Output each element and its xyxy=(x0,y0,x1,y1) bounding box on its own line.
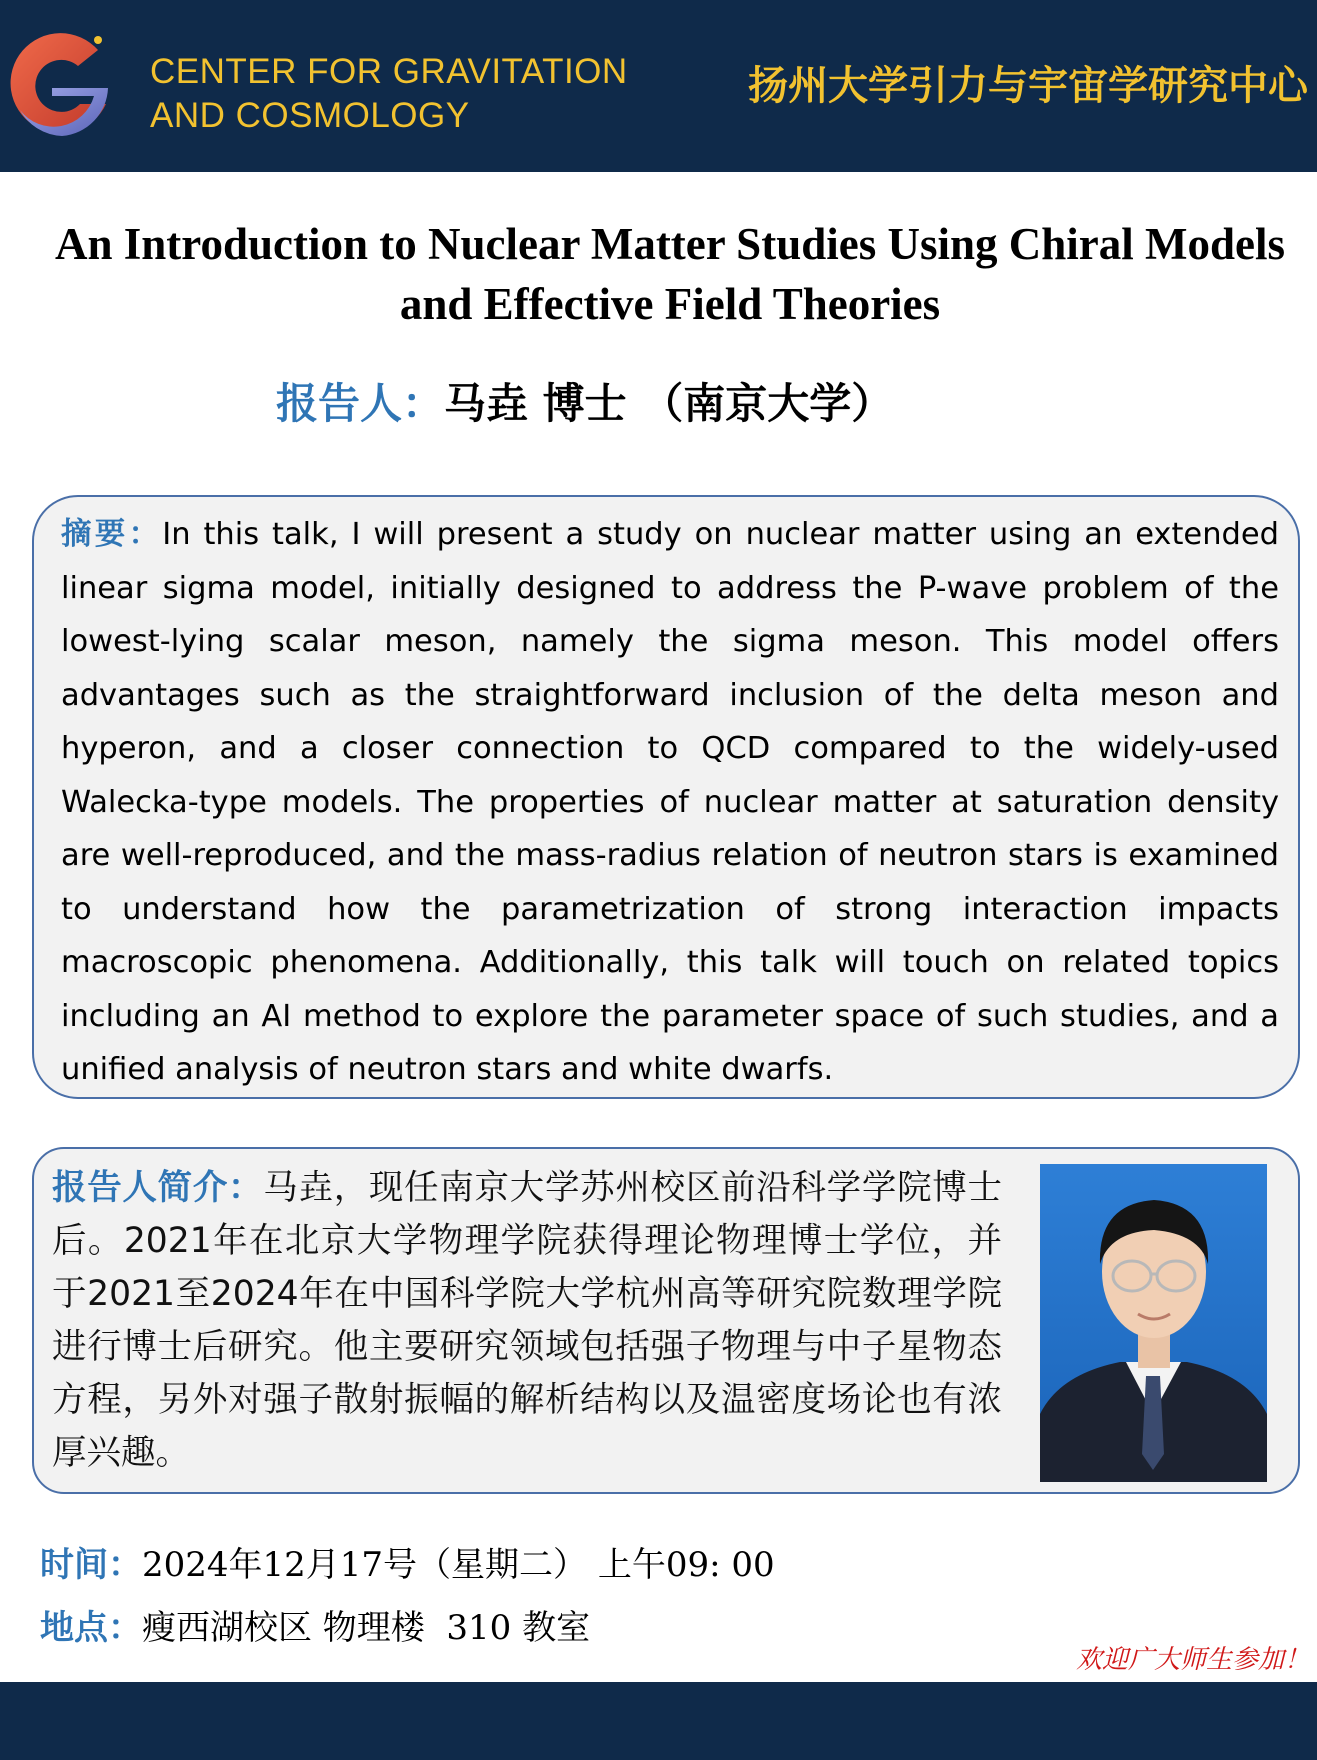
header-banner xyxy=(0,0,1317,172)
speaker-value: 马垚 博士 （南京大学） xyxy=(444,379,894,428)
org-name-english xyxy=(150,50,670,138)
time-value: 2024年12月17号（星期二） 上午09: 00 xyxy=(142,1545,775,1585)
bio-text xyxy=(52,1162,1002,1480)
place-value: 瘦西湖校区 物理楼 310 教室 xyxy=(142,1608,591,1648)
bio-body: 马垚，现任南京大学苏州校区前沿科学学院博士后。2021年在北京大学物理学院获得理论物理博士学位，并于2021至2024年在中国科学院大学杭州高等研究院数理学院进行博士后研究。他主要研究领域包括强子物理与中子星物态方程，另外对强子散射振幅的解析结构以及温密度场论也有浓厚兴趣。 xyxy=(52,1168,1003,1473)
org-name-chinese: 扬州大学引力与宇宙学研究中心 xyxy=(748,62,1308,109)
place-label: 地点： xyxy=(40,1608,142,1648)
org-name-en-line1: CENTER FOR GRAVITATION xyxy=(150,52,628,91)
event-time xyxy=(40,1541,940,1589)
welcome-note: 欢迎广大师生参加！ xyxy=(1075,1645,1310,1675)
abstract-body: In this talk, I will present a study on nuclear matter using an extended linear sigma model, initially designed to address the P-wave problem of the lowest-lying scalar meson, namely the sigma meson. This model offers advantages such as the straightforward inclusion of the delta meson and hyperon, and a closer connection to QCD compared to the widely-used Walecka-type models. The properties of nuclear matter at saturation density are well-reproduced, and the mass-radius relation of neutron stars is examined to understand how the parametrization of strong interaction impacts macroscopic phenomena. Additionally, this talk will touch on related topics including an AI method to explore the parameter space of such studies, and a unified analysis of neutron stars and white dwarfs. xyxy=(61,517,1280,1087)
footer-banner xyxy=(0,1682,1317,1760)
speaker-label: 报告人： xyxy=(276,379,445,428)
speaker-portrait-icon xyxy=(1040,1164,1267,1482)
bio-label: 报告人简介： xyxy=(52,1168,264,1208)
abstract-text xyxy=(61,508,1279,1097)
org-name-en-line2: AND COSMOLOGY xyxy=(150,96,470,135)
abstract-label: 摘要： xyxy=(61,517,163,552)
event-place xyxy=(40,1604,940,1652)
gravitation-center-logo-icon xyxy=(2,26,122,146)
talk-title: An Introduction to Nuclear Matter Studies Using Chiral Models and Effective Field Theories xyxy=(54,219,1286,329)
speaker-line xyxy=(276,374,1276,434)
time-label: 时间： xyxy=(40,1545,142,1585)
